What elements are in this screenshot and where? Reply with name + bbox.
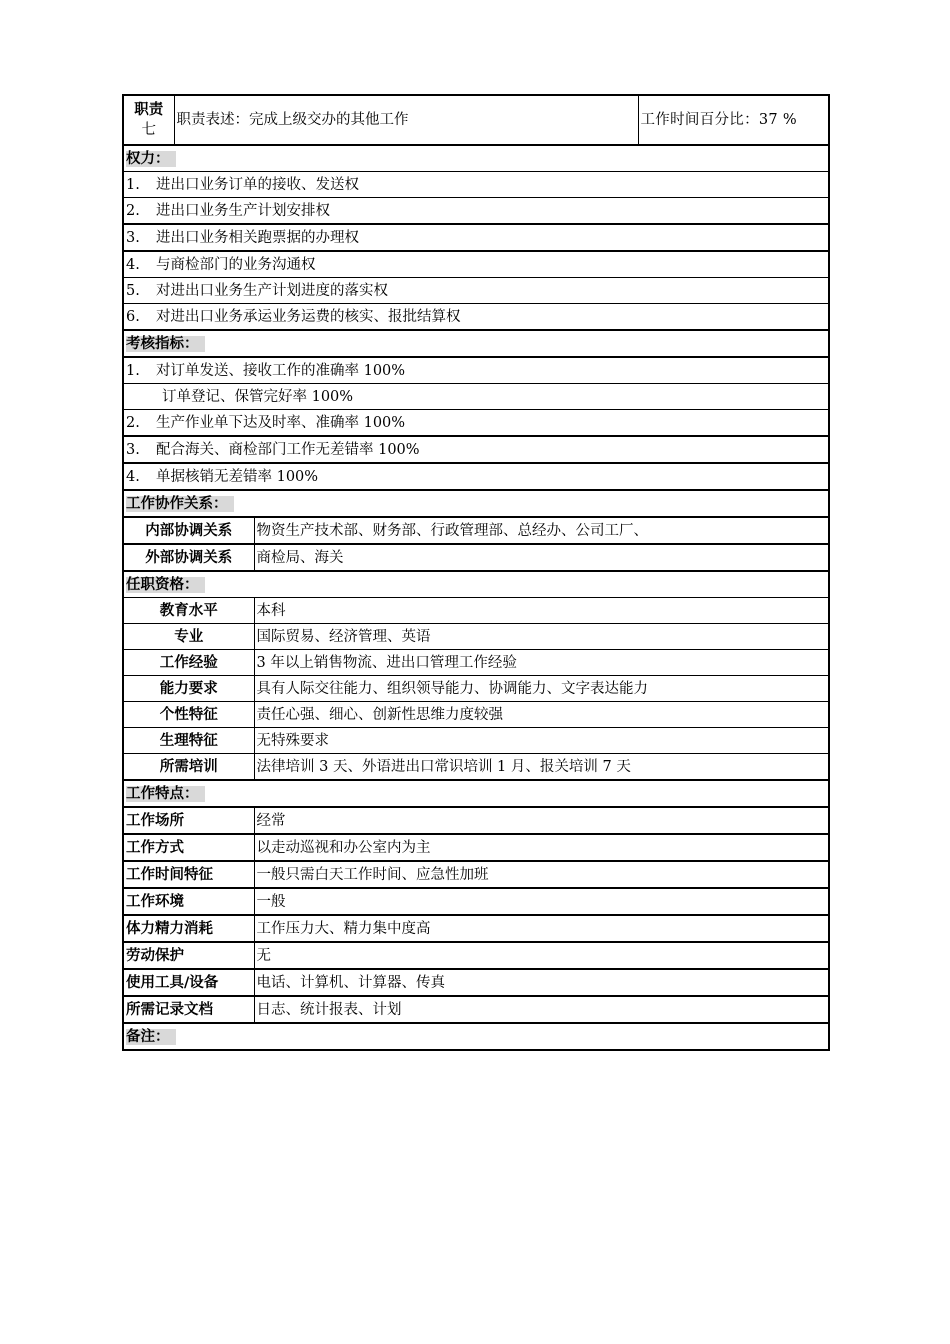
qualification-label: 专业 bbox=[123, 624, 254, 650]
job-description-sheet bbox=[122, 94, 828, 1051]
feature-label: 工作场所 bbox=[123, 807, 254, 834]
duty-header-row bbox=[123, 95, 829, 145]
power-item: 4. 与商检部门的业务沟通权 bbox=[123, 251, 829, 278]
feature-label: 所需记录文档 bbox=[123, 996, 254, 1023]
qualification-value: 3 年以上销售物流、进出口管理工作经验 bbox=[254, 650, 829, 676]
feature-label: 劳动保护 bbox=[123, 942, 254, 969]
kpi-item: 1. 对订单发送、接收工作的准确率 100% bbox=[123, 357, 829, 384]
feature-label: 工作方式 bbox=[123, 834, 254, 861]
section-qualification-title: 任职资格： bbox=[123, 571, 829, 598]
relation-value: 商检局、海关 bbox=[254, 544, 829, 571]
qualification-label: 所需培训 bbox=[123, 754, 254, 781]
qualification-value: 本科 bbox=[254, 598, 829, 624]
duty-number: 七 bbox=[141, 122, 156, 138]
kpi-item: 3. 配合海关、商检部门工作无差错率 100% bbox=[123, 436, 829, 463]
section-features-title: 工作特点： bbox=[123, 780, 829, 807]
feature-value: 经常 bbox=[254, 807, 829, 834]
feature-label: 工作时间特征 bbox=[123, 861, 254, 888]
duty-label: 职责 bbox=[134, 102, 164, 118]
job-description-table bbox=[122, 94, 830, 1051]
section-remarks-title: 备注： bbox=[123, 1023, 829, 1050]
feature-value: 一般只需白天工作时间、应急性加班 bbox=[254, 861, 829, 888]
kpi-item: 2. 生产作业单下达及时率、准确率 100% bbox=[123, 410, 829, 437]
section-kpi-title: 考核指标： bbox=[123, 330, 829, 357]
feature-label: 体力精力消耗 bbox=[123, 915, 254, 942]
power-item: 3. 进出口业务相关跑票据的办理权 bbox=[123, 224, 829, 251]
power-item: 1. 进出口业务订单的接收、发送权 bbox=[123, 172, 829, 198]
relation-value: 物资生产技术部、财务部、行政管理部、总经办、公司工厂、 bbox=[254, 517, 829, 544]
section-relations-title: 工作协作关系： bbox=[123, 490, 829, 517]
feature-value: 日志、统计报表、计划 bbox=[254, 996, 829, 1023]
kpi-item: 4. 单据核销无差错率 100% bbox=[123, 463, 829, 490]
duty-description: 职责表述：完成上级交办的其他工作 bbox=[174, 95, 638, 145]
qualification-label: 工作经验 bbox=[123, 650, 254, 676]
feature-label: 使用工具/设备 bbox=[123, 969, 254, 996]
kpi-item: 订单登记、保管完好率 100% bbox=[123, 384, 829, 410]
qualification-label: 生理特征 bbox=[123, 728, 254, 754]
feature-value: 以走动巡视和办公室内为主 bbox=[254, 834, 829, 861]
duty-time-percent: 工作时间百分比：37 % bbox=[638, 95, 829, 145]
feature-value: 一般 bbox=[254, 888, 829, 915]
qualification-value: 无特殊要求 bbox=[254, 728, 829, 754]
relation-label: 内部协调关系 bbox=[123, 517, 254, 544]
qualification-label: 能力要求 bbox=[123, 676, 254, 702]
qualification-label: 个性特征 bbox=[123, 702, 254, 728]
qualification-value: 具有人际交往能力、组织领导能力、协调能力、文字表达能力 bbox=[254, 676, 829, 702]
qualification-value: 责任心强、细心、创新性思维力度较强 bbox=[254, 702, 829, 728]
power-item: 5. 对进出口业务生产计划进度的落实权 bbox=[123, 278, 829, 304]
qualification-label: 教育水平 bbox=[123, 598, 254, 624]
qualification-value: 国际贸易、经济管理、英语 bbox=[254, 624, 829, 650]
qualification-value: 法律培训 3 天、外语进出口常识培训 1 月、报关培训 7 天 bbox=[254, 754, 829, 781]
feature-value: 无 bbox=[254, 942, 829, 969]
feature-value: 电话、计算机、计算器、传真 bbox=[254, 969, 829, 996]
feature-label: 工作环境 bbox=[123, 888, 254, 915]
duty-label-cell bbox=[123, 95, 174, 145]
section-power-title: 权力： bbox=[123, 145, 829, 172]
power-item: 6. 对进出口业务承运业务运费的核实、报批结算权 bbox=[123, 304, 829, 331]
relation-label: 外部协调关系 bbox=[123, 544, 254, 571]
feature-value: 工作压力大、精力集中度高 bbox=[254, 915, 829, 942]
power-item: 2. 进出口业务生产计划安排权 bbox=[123, 198, 829, 225]
